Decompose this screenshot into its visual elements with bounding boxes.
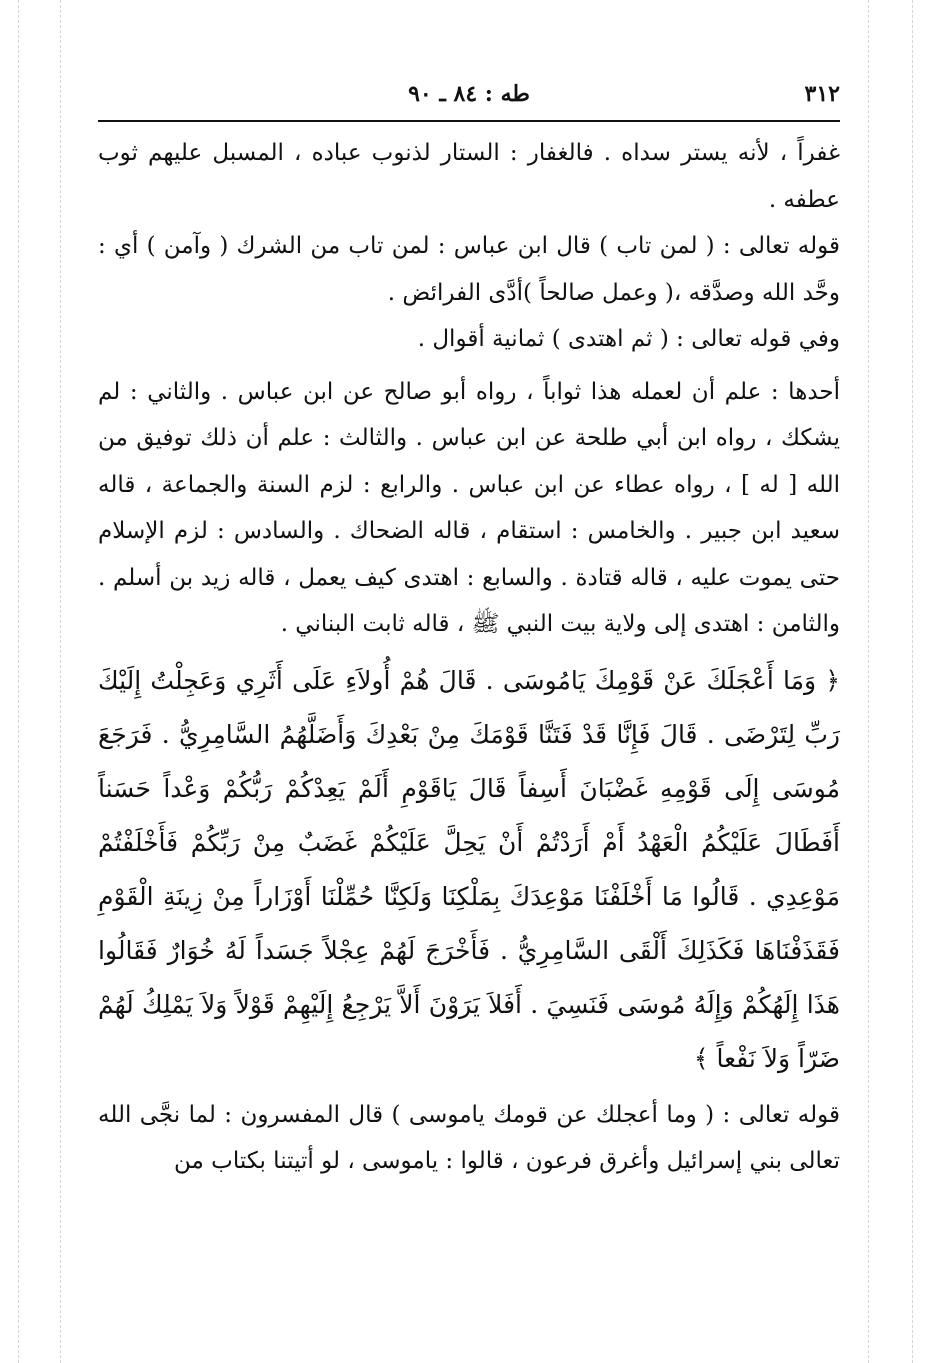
quran-verse: ﴿ وَمَا أَعْجَلَكَ عَنْ قَوْمِكَ يَامُوسَى . قَالَ هُمْ أُولاَءِ عَلَى أَثَرِي وَعَجِلْتُ إِلَيْكَ رَبِّ لِتَرْضَى . قَالَ فَإِنَّا قَدْ فَتَنَّا قَوْمَكَ مِنْ بَعْدِكَ وَأَضَلَّهُمُ السَّامِرِيُّ . فَرَجَعَ مُوسَى إِلَى قَوْمِهِ غَضْبَانَ أَسِفاً قَالَ يَاقَوْمِ أَلَمْ يَعِدْكُمْ رَبُّكُمْ وَعْداً حَسَناً أَفَطَالَ عَلَيْكُمُ الْعَهْدُ أَمْ أَرَدْتُمْ أَنْ يَحِلَّ عَلَيْكُمْ غَضَبٌ مِنْ رَبِّكُمْ فَأَخْلَفْتُمْ مَوْعِدِي . قَالُوا مَا أَخْلَفْنَا مَوْعِدَكَ بِمَلْكِنَا وَلَكِنَّا حُمِّلْنَا أَوْزَاراً مِنْ زِينَةِ الْقَوْمِ فَقَذَفْنَاهَا فَكَذَلِكَ أَلْقَى السَّامِرِيُّ . فَأَخْرَجَ لَهُمْ عِجْلاً جَسَداً لَهُ خُوَارٌ فَقَالُوا هَذَا إِلَهُكُمْ وَإِلَهُ مُوسَى فَنَسِيَ . أَفَلاَ يَرَوْنَ أَلاَّ يَرْجِعُ إِلَيْهِمْ قَوْلاً وَلاَ يَمْلِكُ لَهُمْ ضَرّاً وَلاَ نَفْعاً ﴾ [98,665,840,1073]
page-number: ٣١٢ [804,81,840,107]
paragraph-2: قوله تعالى : ( لمن تاب ) قال ابن عباس : لمن تاب من الشرك ( وآمن ) أي : وحَّد الله وصدَّقه ،( وعمل صالحاً )أدَّى الفرائض . [98,233,840,306]
closing-paragraph: قوله تعالى : ( وما أعجلك عن قومك ياموسى ) قال المفسرون : لما نجَّى الله تعالى بني إسرائيل وأغرق فرعون ، قالوا : ياموسى ، لو أتيتنا بكتاب من [98,1101,840,1174]
paragraph-3: وفي قوله تعالى : ( ثم اهتدى ) ثمانية أقوال . [417,326,840,352]
paragraph-1: غفراً ، لأنه يستر سداه . فالغفار : الستار لذنوب عباده ، المسبل عليهم ثوب عطفه . [98,140,840,213]
paragraph-4: أحدها : علم أن لعمله هذا ثواباً ، رواه أبو صالح عن ابن عباس . والثاني : لم يشكك ، رواه ابن أبي طلحة عن ابن عباس . والثالث : علم أن ذلك توفيق من الله [ له ] ، رواه عطاء عن ابن عباس . والرابع : لزم السنة والجماعة ، قاله سعيد ابن جبير . والخامس : استقام ، قاله الضحاك . والسادس : لزم الإسلام حتى يموت عليه ، قاله قتادة . والسابع : اهتدى كيف يعمل ، قاله زيد بن أسلم . والثامن : اهتدى إلى ولاية بيت النبي ﷺ ، قاله ثابت البناني . [98,378,840,637]
page-header [98,72,840,116]
running-head: طه : ٨٤ ـ ٩٠ [408,81,530,107]
header-rule [98,120,840,122]
book-page [98,72,840,1352]
